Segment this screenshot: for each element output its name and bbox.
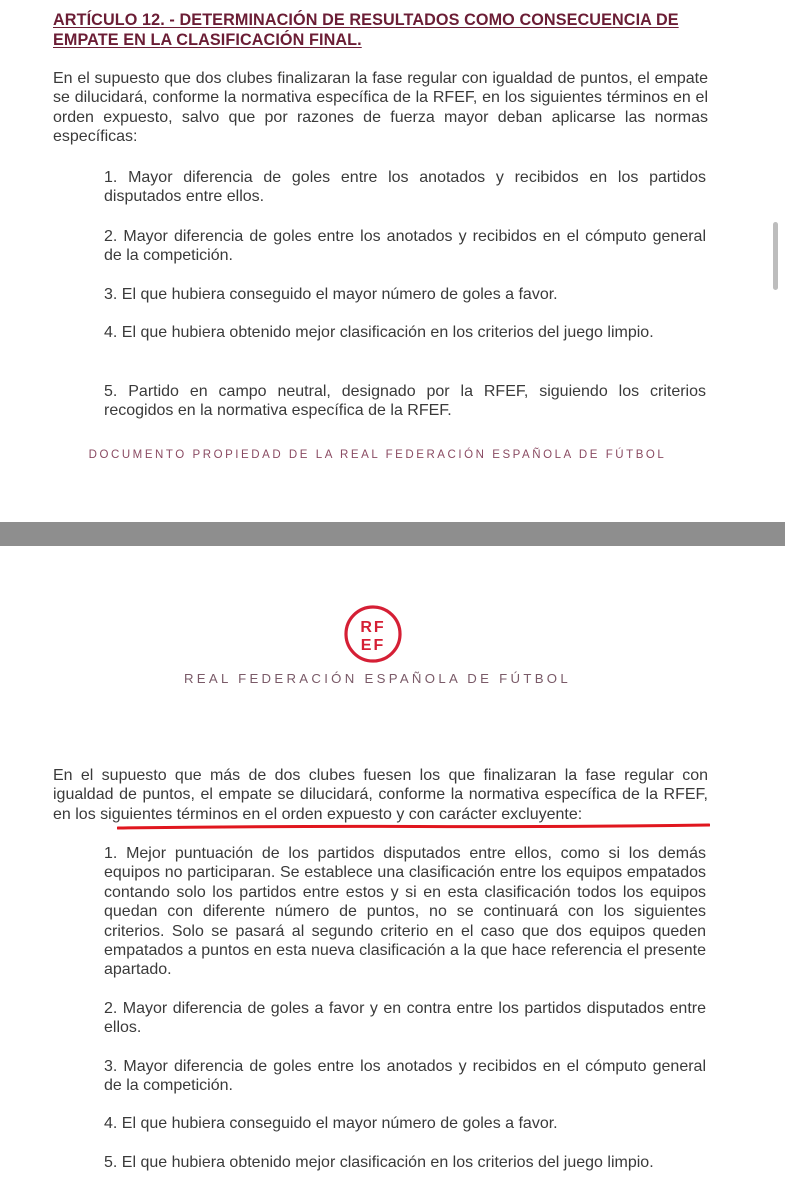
criterion-item: 5. Partido en campo neutral, designado por la RFEF, siguiendo los criterios recogidos en la normativa específica de la RFEF. (104, 383, 706, 420)
criterion-item: 1. Mejor puntuación de los partidos disputados entre ellos, como si los demás equipos no participaran. Se establece una clasificación entre los equipos empatados contando solo los partidos entre estos y si en esta clasificación todos los equipos quedan con diferente número de puntos, no se continuará con los siguientes criterios. Solo se pasará al segundo criterio en el caso que dos equipos queden empatados a puntos en esta nueva clasificación a la que hace referencia el presente apartado. (104, 845, 706, 979)
logo-text-top: RF (360, 619, 386, 636)
article-title: ARTÍCULO 12. - DETERMINACIÓN DE RESULTADOS COMO CONSECUENCIA DE EMPATE EN LA CLASIFICACIÓN FINAL. (53, 11, 679, 49)
document-page-1 (0, 0, 785, 522)
criterion-item: 2. Mayor diferencia de goles entre los anotados y recibidos en el cómputo general de la competición. (104, 228, 706, 265)
intro-paragraph: En el supuesto que dos clubes finalizaran la fase regular con igualdad de puntos, el empate se dilucidará, conforme la normativa específica de la RFEF, en los siguientes términos en el orden expuesto, salvo que por razones de fuerza mayor deban aplicarse las normas específicas: (53, 70, 708, 145)
page-separator (0, 522, 785, 546)
criterion-item: 1. Mayor diferencia de goles entre los anotados y recibidos en los partidos disputados entre ellos. (104, 169, 706, 206)
criterion-item: 4. El que hubiera conseguido el mayor número de goles a favor. (104, 1115, 558, 1132)
organization-name: REAL FEDERACIÓN ESPAÑOLA DE FÚTBOL (183, 671, 571, 686)
scrollbar-thumb[interactable] (773, 222, 778, 290)
intro-paragraph: En el supuesto que más de dos clubes fuesen los que finalizaran la fase regular con igualdad de puntos, el empate se dilucidará, conforme la normativa específica de la RFEF, en los siguientes términos en el orden expuesto y con carácter excluyente: (53, 767, 708, 823)
document-page-2 (0, 546, 785, 1200)
rfef-logo (344, 605, 402, 663)
logo-text-bottom: EF (360, 637, 386, 654)
red-underline-annotation (117, 823, 710, 831)
criterion-item: 3. El que hubiera conseguido el mayor número de goles a favor. (104, 286, 558, 303)
criterion-item: 4. El que hubiera obtenido mejor clasificación en los criterios del juego limpio. (104, 324, 654, 341)
document-footer: DOCUMENTO PROPIEDAD DE LA REAL FEDERACIÓN ESPAÑOLA DE FÚTBOL (88, 449, 667, 461)
criterion-item: 3. Mayor diferencia de goles entre los anotados y recibidos en el cómputo general de la competición. (104, 1058, 706, 1095)
criterion-item: 2. Mayor diferencia de goles a favor y en contra entre los partidos disputados entre ellos. (104, 1000, 706, 1037)
criterion-item: 5. El que hubiera obtenido mejor clasificación en los criterios del juego limpio. (104, 1154, 654, 1171)
